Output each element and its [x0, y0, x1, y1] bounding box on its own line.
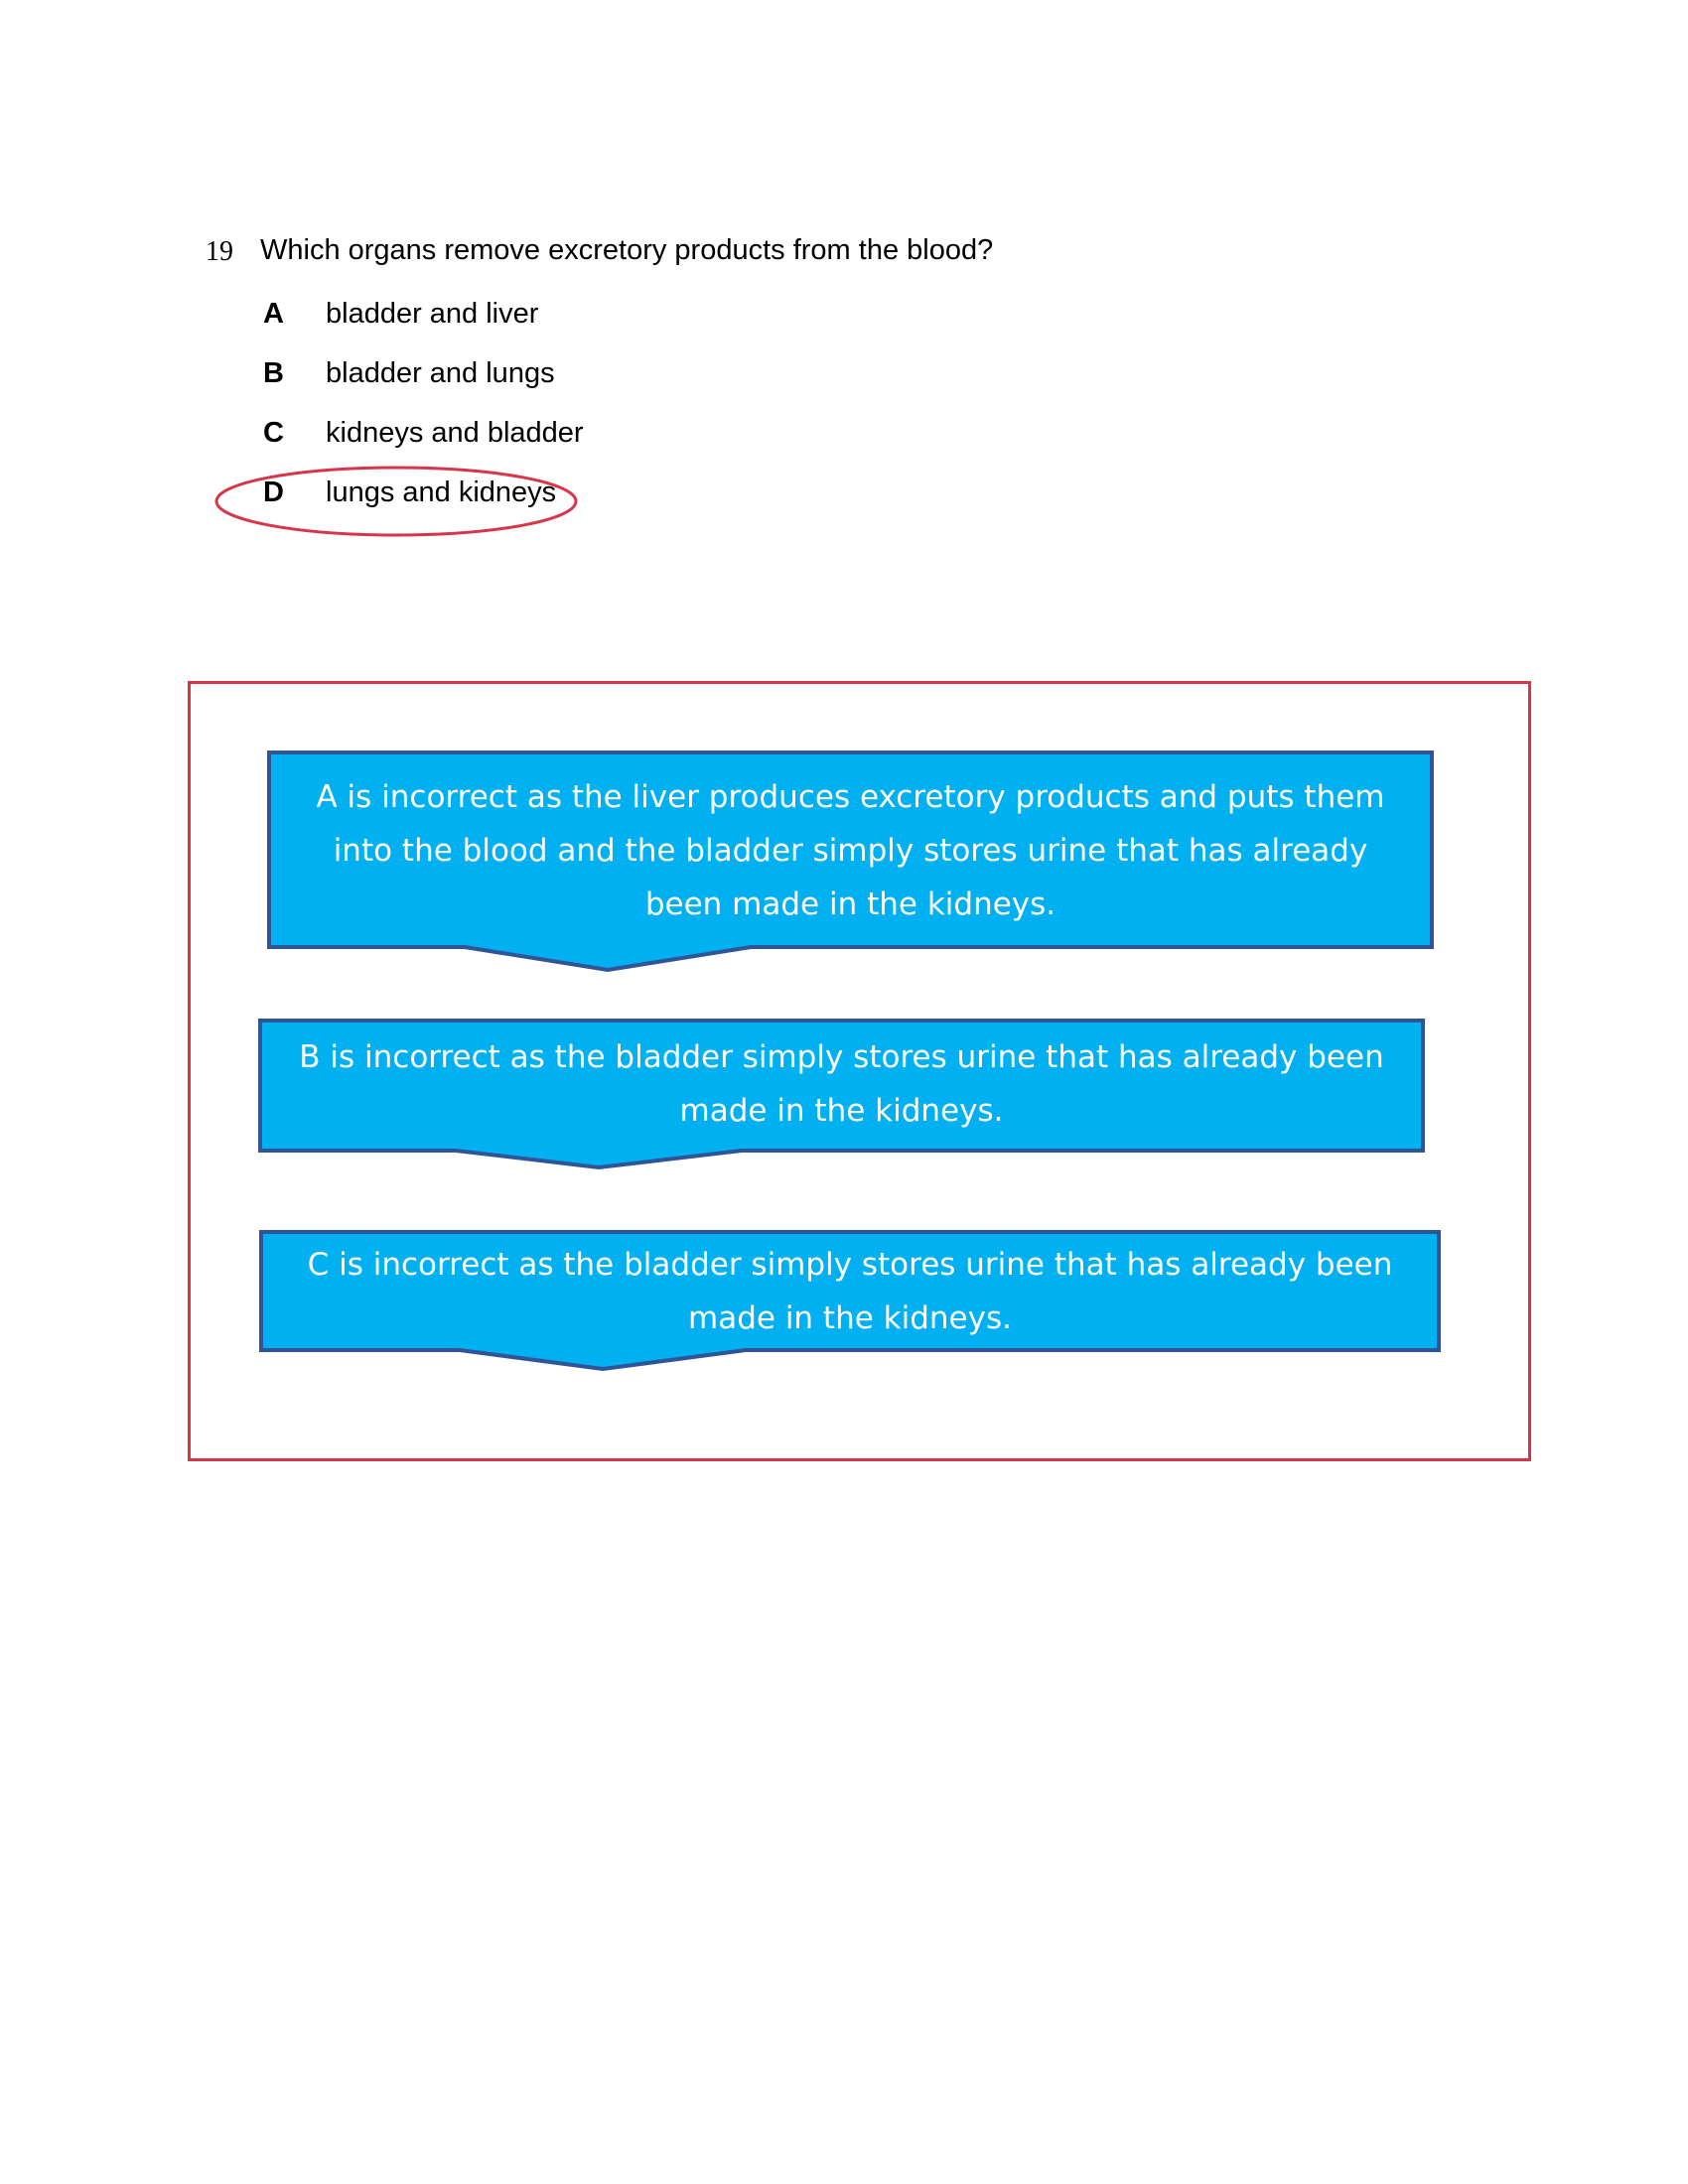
explanation-callout-a	[267, 751, 1434, 974]
question-number: 19	[206, 236, 233, 267]
question-text: Which organs remove excretory products from the blood?	[260, 234, 994, 266]
explanation-callout-c	[259, 1230, 1441, 1374]
option-text: kidneys and bladder	[326, 416, 584, 449]
option-letter: A	[263, 297, 284, 330]
option-b[interactable]	[263, 353, 555, 393]
option-a[interactable]	[263, 294, 538, 334]
callout-text: B is incorrect as the bladder simply stores urine that has already been made in the kidneys.	[299, 1039, 1384, 1129]
callout-text: A is incorrect as the liver produces excretory products and puts them into the blood and the bladder simply stores urine that has already been made in the kidneys.	[316, 779, 1385, 922]
callout-text: C is incorrect as the bladder simply stores urine that has already been made in the kidneys.	[307, 1247, 1393, 1336]
option-text: bladder and lungs	[326, 356, 555, 389]
option-letter: C	[263, 416, 284, 449]
option-text: lungs and kidneys	[326, 476, 557, 508]
option-letter: D	[263, 476, 284, 508]
option-text: bladder and liver	[326, 297, 539, 330]
option-c[interactable]	[263, 413, 584, 453]
explanation-callout-b	[258, 1019, 1425, 1172]
answer-circle-mark	[213, 465, 579, 538]
option-letter: B	[263, 356, 284, 389]
